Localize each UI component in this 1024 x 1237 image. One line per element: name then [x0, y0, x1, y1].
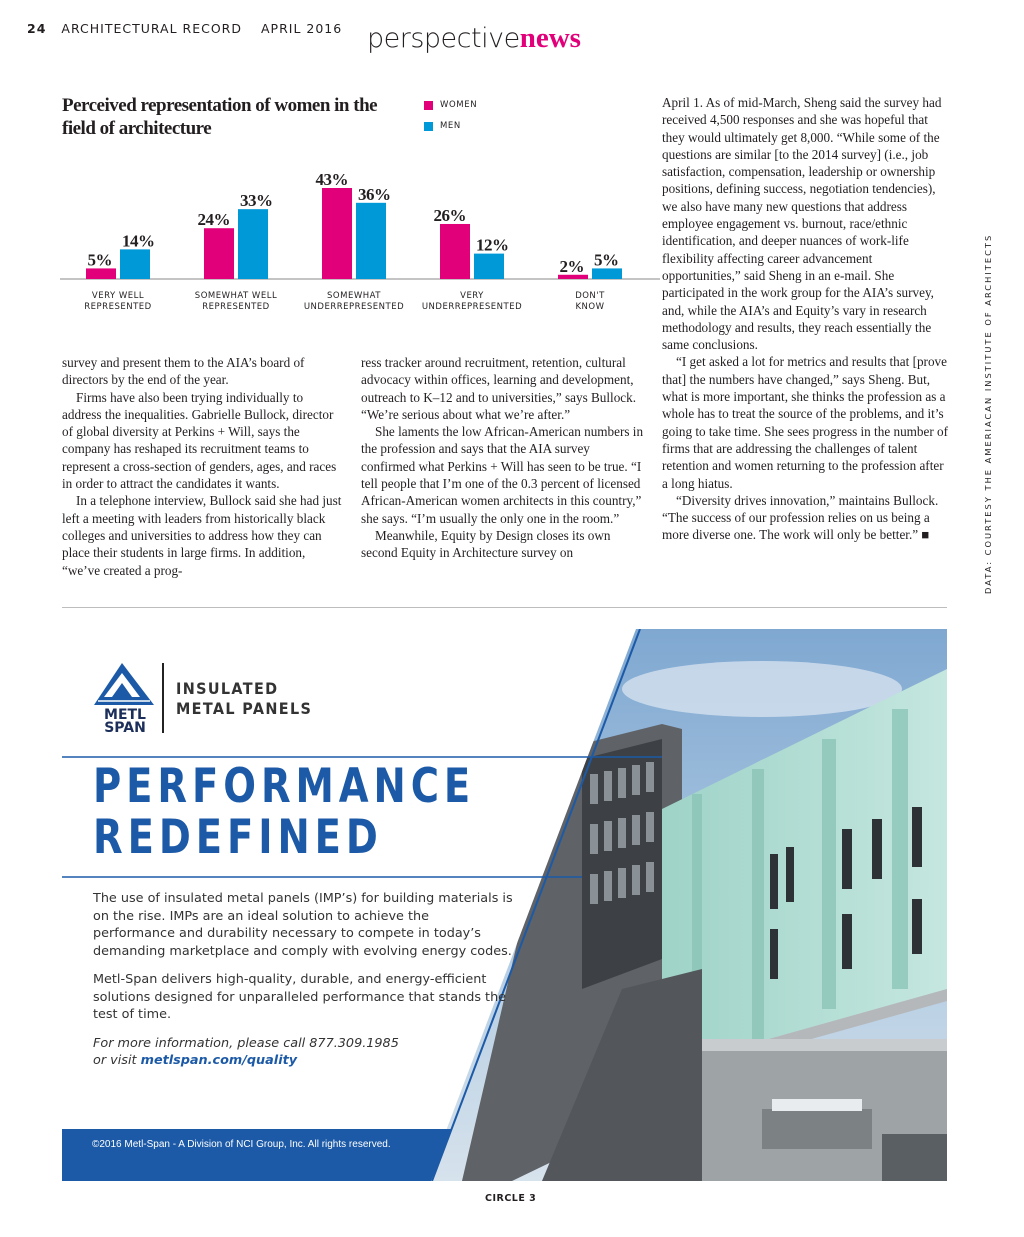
bar-men: [356, 203, 386, 279]
legend-swatch-women: [424, 101, 433, 110]
legend-swatch-men: [424, 122, 433, 131]
ad-headline-line1: PERFORMANCE: [93, 759, 476, 814]
section-title-light: perspective: [367, 23, 520, 54]
bar-women: [440, 224, 470, 279]
bar-women: [322, 188, 352, 279]
article-paragraph: survey and present them to the AIA’s board of directors by the end of the year.: [62, 355, 305, 388]
logo-text-line2: SPAN: [104, 720, 146, 735]
article-column-1: [62, 354, 344, 579]
data-label-men: 33%: [240, 191, 273, 211]
data-label-women: 26%: [433, 205, 466, 225]
bar-men: [474, 254, 504, 279]
logo-tagline-line1: INSULATED: [176, 679, 279, 698]
bar-women: [86, 268, 116, 279]
ad-copy: [93, 890, 513, 1081]
data-label-men: 14%: [122, 231, 155, 251]
article-paragraph: “Diversity drives innovation,” maintains Bullock. “The success of our profession relies on us being a more diverse one. The work will only be better.” ■: [662, 492, 939, 543]
legend-item-women: [424, 100, 477, 110]
bar-women: [204, 228, 234, 279]
category-label: REPRESENTED: [202, 302, 270, 312]
article-column-2: [361, 354, 645, 562]
article-paragraph: “I get asked a lot for metrics and results that [prove that] the numbers have changed,” says Sheng. But, what is more important, she thinks the profession as a whole has to treat the source of the problems, and it’s going to take time. She sees progress in the number of firms that are addressing the challenges of talent retention and women returning to the profession after a long hiatus.: [662, 354, 949, 491]
section-title-bold: news: [519, 22, 581, 54]
article-paragraph: April 1. As of mid-March, Sheng said the survey had received 4,500 responses and she was hopeful that they would ultimately get 8,000. “While some of the questions are similar [to the 2014 survey] (i.e., job satisfaction, compensation, leadership or ownership positions, defining success, negotiation tendencies), we also have many new questions that address employee engagement vs. burnout, race/ethnic identification, and deeper nuances of work-life flexibility affecting career advancement opportunities,” said Sheng in an e-mail. She participated in the work group for the AIA’s survey, and, while the AIA’s and Equity’s vary in research methodology and results, they reach essentially the same conclusions.: [662, 95, 942, 353]
page-number: 24: [27, 21, 47, 36]
article-paragraph: ress tracker around recruitment, retention, cultural advocacy within offices, learning and development, outreach to K–12 and to universities,” says Bullock. “We’re serious about what we’re after.”: [361, 355, 637, 422]
data-label-women: 43%: [315, 170, 348, 189]
bar-chart: [60, 160, 660, 320]
ad-headline: [93, 761, 475, 863]
legend-item-men: [424, 121, 477, 131]
ad-phone-line: For more information, please call 877.309.1985: [93, 1035, 399, 1051]
ad-paragraph-2: Metl-Span delivers high-quality, durable, and energy-efficient solutions designed for unparalleled performance that stands the test of time.: [93, 972, 507, 1022]
folio: [27, 21, 342, 36]
legend-label-women: WOMEN: [440, 100, 478, 110]
ad-paragraph-1: The use of insulated metal panels (IMP’s) for building materials is on the rise. IMPs are an ideal solution to achieve the performance and durability necessary to compete in today’s demanding marketplace and comply with evolving energy codes.: [93, 891, 513, 959]
chart-title: Perceived representation of women in the field of architecture: [62, 95, 378, 139]
category-label: UNDERREPRESENTED: [421, 302, 523, 312]
category-label: KNOW: [575, 302, 605, 312]
legend-label-men: MEN: [440, 121, 461, 131]
logo-tagline: [176, 679, 312, 719]
article-paragraph: Meanwhile, Equity by Design closes its own second Equity in Architecture survey on: [361, 527, 611, 561]
issue-date: APRIL 2016: [260, 21, 343, 36]
article-paragraph: She laments the low African-American numbers in the profession and says that the AIA survey confirmed what Perkins + Will has seen to be true. “I tell people that I’m one of the 0.3 percent of licensed African-American women architects in this country,” she says. “I’m usually the only one in the room.”: [361, 424, 644, 526]
category-label: DON'T: [575, 291, 605, 301]
chart-legend: [424, 100, 477, 142]
article-paragraph: In a telephone interview, Bullock said she had just left a meeting with leaders from historically black colleges and universities to address how they can place their students in large firms. In addition, “we’ve created a prog-: [62, 493, 342, 578]
reader-service-circle: CIRCLE 3: [485, 1193, 537, 1204]
ad-headline-line2: REDEFINED: [93, 810, 383, 865]
ad-contact-info: [93, 1035, 513, 1070]
category-label: REPRESENTED: [84, 302, 152, 312]
data-credit: DATA: COURTESY THE AMERIACAN INSTITUTE OF ARCHITECTS: [983, 233, 993, 594]
advertisement: [62, 629, 947, 1181]
logo-divider: [162, 663, 164, 733]
metl-span-logo: [92, 661, 158, 735]
category-label: UNDERREPRESENTED: [303, 302, 405, 312]
data-label-men: 5%: [594, 250, 619, 270]
data-label-women: 24%: [197, 210, 230, 230]
bar-men: [592, 268, 622, 279]
ad-visit-prefix: or visit: [93, 1053, 141, 1068]
bar-men: [238, 209, 268, 279]
category-label: SOMEWHAT WELL: [194, 291, 278, 301]
section-title: [367, 22, 581, 55]
data-label-men: 36%: [358, 184, 391, 204]
logo-text-line1: METL: [104, 707, 146, 723]
category-label: VERY WELL: [91, 291, 145, 301]
article-paragraph: Firms have also been trying individually to address the inequalities. Gabrielle Bullock, director of global diversity at Perkins + Will, says the company has reshaped its recruitment teams to represent a cross-section of genders, ages, and races in order to attract the candidates it wants.: [62, 389, 337, 492]
category-label: VERY: [460, 291, 484, 301]
section-divider: [62, 607, 947, 608]
ad-copyright: ©2016 Metl-Span - A Division of NCI Group, Inc. All rights reserved.: [92, 1139, 391, 1150]
bar-men: [120, 249, 150, 279]
data-label-women: 5%: [87, 250, 112, 270]
logo-tagline-line2: METAL PANELS: [176, 699, 313, 718]
data-label-men: 12%: [476, 235, 509, 255]
publication-name: ARCHITECTURAL RECORD: [61, 21, 242, 36]
article-column-3: [662, 94, 952, 544]
data-label-women: 2%: [559, 256, 584, 276]
category-label: SOMEWHAT: [327, 291, 381, 301]
ad-url-link[interactable]: metlspan.com/quality: [140, 1053, 298, 1068]
